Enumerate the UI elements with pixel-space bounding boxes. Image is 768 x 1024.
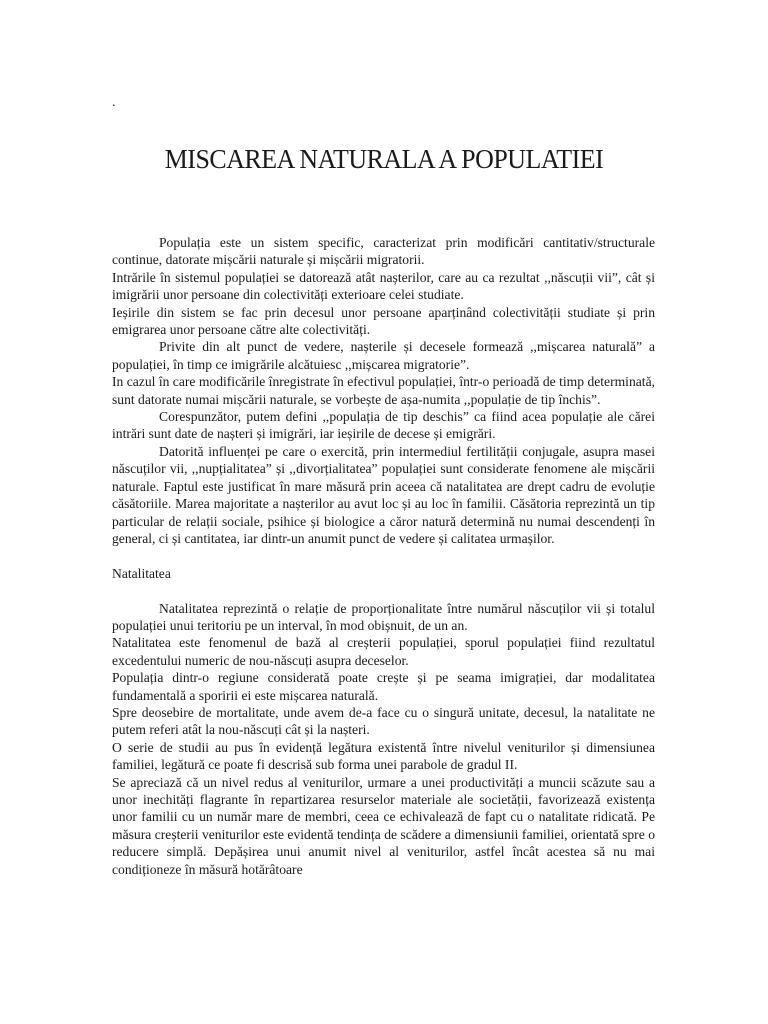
natalitate-section — [112, 600, 655, 879]
paragraph: Intrările în sistemul populației se datorează atât nașterilor, care au ca rezultat ,,născuții vii”, cât și imigrării unor persoane din colectivități exterioare celei studiate. — [112, 269, 655, 303]
paragraph: Spre deosebire de mortalitate, unde avem de-a face cu o singură unitate, decesul, la natalitate ne putem referi atât la nou-născuți cât și la nașteri. — [112, 704, 655, 738]
document-body — [112, 234, 655, 878]
paragraph: In cazul în care modificările înregistrate în efectivul populației, într-o perioadă de timp determinată, sunt datorate numai mișcării naturale, se vorbește de așa-numita ,,populație de tip închis”. — [112, 374, 655, 407]
paragraph: Natalitatea reprezintă o relație de proporționalitate între numărul născuților vii și totalul populației unui teritoriu pe un interval, în mod obișnuit, de un an. — [112, 600, 655, 633]
paragraph: Populația dintr-o regiune considerată poate crește și pe seama imigrației, dar modalitatea fundamentală a sporirii ei este mișcarea naturală. — [112, 670, 655, 703]
section-heading: Natalitatea — [112, 565, 171, 581]
paragraph: O serie de studii au pus în evidență legătura existentă între nivelul veniturilor și dimensiunea familiei, legătură ce poate fi descrisă sub forma unei parabole de gradul II. — [112, 739, 655, 773]
paragraph: Populația este un sistem specific, caracterizat prin modificări cantitativ/structurale continue, datorate mișcării naturale și mișcării migratorii. — [112, 235, 655, 268]
paragraph: Datorită influenței pe care o exercită, prin intermediul fertilității conjugale, asupra masei născuților vii, ,,nupțialitatea” și ,,divorțialitatea” populației sunt considerate fenomene ale mișcării naturale. Faptul este justificat în mare măsură prin aceea că natalitatea are drept cadru de evoluție căsătoriile. Marea majoritate a nașterilor au avut loc și au loc în familii. Căsătoria reprezintă un tip particular de relații sociale, psihice și biologice a căror natură determină nu numai descendenți în general, ci și cantitatea, iar dintr-un anumit punct de vedere și calitatea urmașilor. — [112, 443, 655, 546]
paragraph: Privite din alt punct de vedere, nașterile și decesele formează ,,mișcarea naturală” a populației, în timp ce imigrările alcătuiesc ,,mișcarea migratorie”. — [112, 339, 655, 372]
intro-section — [112, 234, 655, 547]
bullet-mark: . — [112, 95, 116, 110]
paragraph: Corespunzător, putem defini ,,populația de tip deschis” ca fiind acea populație ale cărei intrări sunt date de nașteri și imigrări, iar ieșirile de decese și emigrări. — [112, 409, 655, 442]
page-title: MISCAREA NATURALA A POPULATIEI — [164, 144, 604, 174]
paragraph: Ieșirile din sistem se fac prin decesul unor persoane aparținând colectivității studiate și prin emigrarea unor persoane către alte colectivități. — [112, 304, 655, 338]
paragraph: Se apreciază că un nivel redus al veniturilor, urmare a unei productivități a muncii scăzute sau a unor inechități flagrante în repartizarea resurselor materiale ale societății, favorizează existența unor familii cu un număr mare de membri, ceea ce echivalează de fapt cu o natalitate ridicată. Pe măsura creșterii veniturilor este evidentă tendința de scădere a dimensiunii familiei, orientată spre o reducere simplă. Depășirea unui anumit nivel al veniturilor, astfel încât acestea să nu mai condiționeze în măsură hotărâtoare — [112, 774, 655, 877]
paragraph: Natalitatea este fenomenul de bază al creșterii populației, sporul populației fiind rezultatul excedentului numeric de nou-născuți asupra deceselor. — [112, 635, 655, 668]
